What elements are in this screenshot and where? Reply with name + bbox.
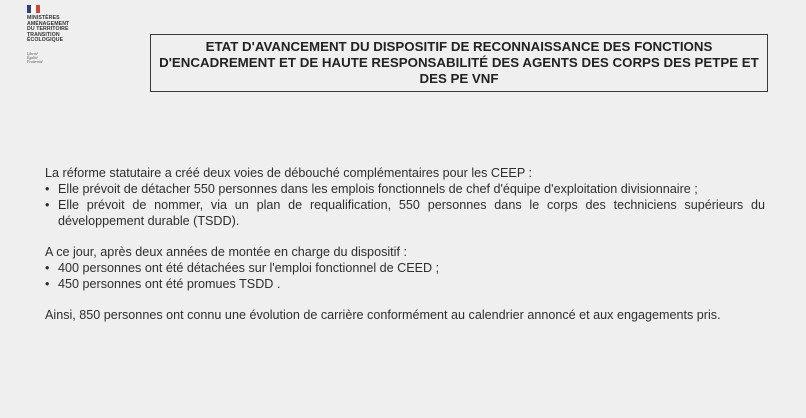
ministry-name [27,16,107,44]
spacer [45,292,765,307]
french-flag-icon [27,5,40,13]
ministry-logo [27,4,107,68]
ministry-line: DU TERRITOIRE [27,26,69,33]
list-item: • Elle prévoit de nommer, via un plan de requalification, 550 personnes dans le corps des techniciens supérieurs du développement durable (TSDD). [45,197,765,229]
republic-motto [27,52,43,65]
motto-line: Fraternité [27,60,43,65]
ministry-line: AMÉNAGEMENT [27,20,70,27]
document-body [45,165,765,323]
list-item: • 400 personnes ont été détachées sur l'emploi fonctionnel de CEED ; [45,260,765,276]
motto-line: Liberté [27,52,38,56]
ministry-line: ÉCOLOGIQUE [27,37,64,44]
list-item: • Elle prévoit de détacher 550 personnes dans les emplois fonctionnels de chef d'équipe d'exploitation divisionnaire ; [45,181,765,197]
ministry-line: MINISTÈRES [27,15,60,21]
motto-line: Égalité [27,56,38,61]
title-box [150,34,768,92]
page-title: ETAT D'AVANCEMENT DU DISPOSITIF DE RECONNAISSANCE DES FONCTIONS D'ENCADREMENT ET DE HAUTE RESPONSABILITÉ DES AGENTS DES CORPS DES PETPE ET DES PE VNF [159,39,759,86]
section1-intro: La réforme statutaire a créé deux voies de débouché complémentaires pour les CEEP : [45,166,532,180]
spacer [45,229,765,244]
list-item: • 450 personnes ont été promues TSDD . [45,276,765,292]
ministry-line: TRANSITION [27,31,60,38]
section2-intro: A ce jour, après deux années de montée en charge du dispositif : [45,245,407,259]
conclusion-paragraph: Ainsi, 850 personnes ont connu une évolution de carrière conformément au calendrier annoncé et aux engagements pris. [45,308,721,322]
section1-list [45,181,765,229]
section2-list [45,260,765,292]
